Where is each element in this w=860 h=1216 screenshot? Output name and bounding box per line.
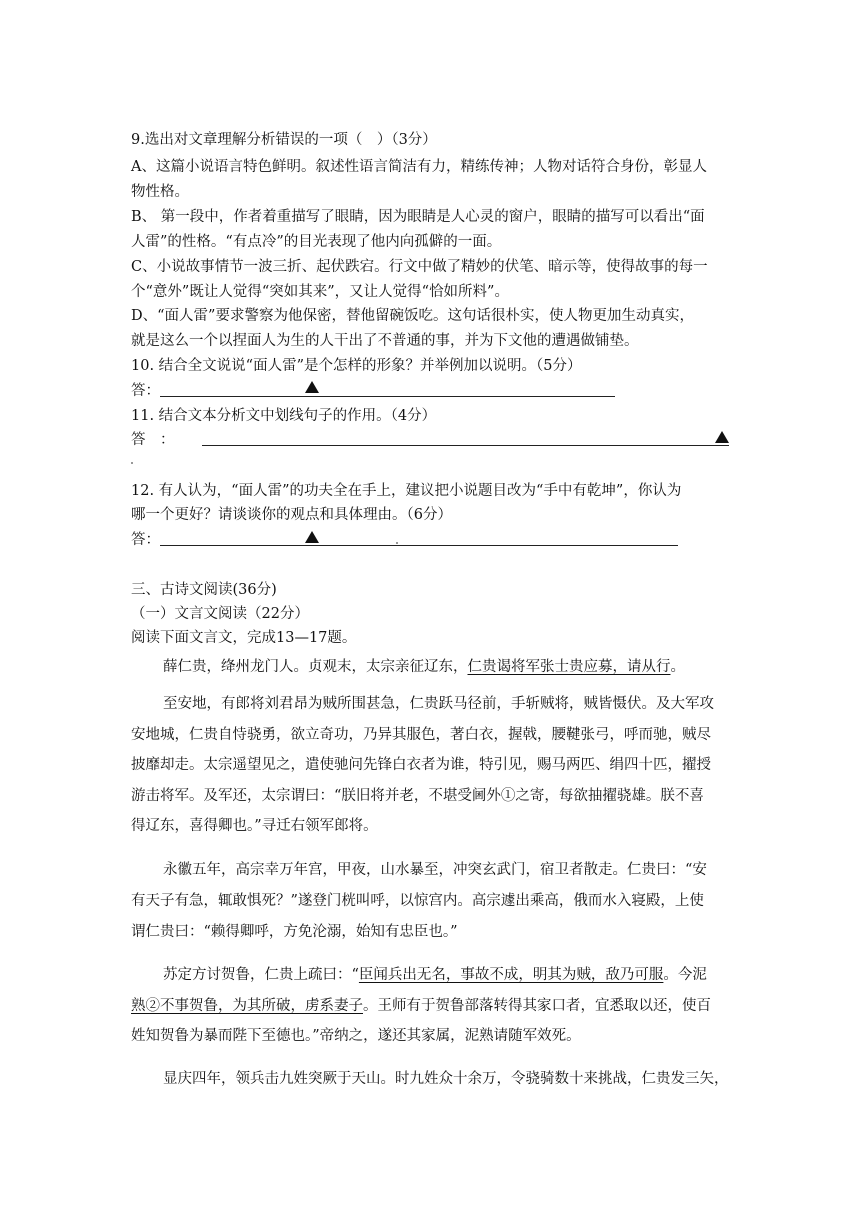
- underlined-sentence: 仁贵谒将军张士贵应募，请从行: [467, 659, 671, 675]
- triangle-marker-icon: [305, 381, 319, 393]
- passage-paragraph-1: [163, 657, 685, 677]
- passage-p2-line4: 游击将军。及军还，太宗谓曰：“朕旧将并老，不堪受阃外①之寄，每欲抽擢骁雄。朕不喜: [131, 788, 704, 804]
- underlined-sentence: 臣闻兵出无名，事故不成，明其为贼，敌乃可服: [358, 967, 664, 983]
- q11-answer-label: 答 ：: [131, 432, 175, 448]
- q10-answer-label: 答：: [131, 383, 160, 399]
- q9-stem: 9.选出对文章理解分析错误的一项（ ）（3分）: [131, 132, 437, 148]
- q9-option-d-line1: D、“面人雷”要求警察为他保密，替他留碗饭吃。这句话很朴实，使人物更加生动真实，: [131, 308, 694, 324]
- passage-p5-line1: 显庆四年，领兵击九姓突厥于天山。时九姓众十余万，令骁骑数十来挑战，仁贵发三矢，: [163, 1071, 729, 1087]
- underlined-sentence: 熟②不事贺鲁，为其所破，虏系妻子: [131, 998, 363, 1014]
- q9-option-d-line2: 就是这么一个以捏面人为生的人干出了不普通的事，并为下文他的遭遇做铺垫。: [131, 333, 639, 349]
- q12-answer-label: 答：: [131, 532, 160, 548]
- q9-option-a-line1: A、这篇小说语言特色鲜明。叙述性语言简洁有力，精练传神；人物对话符合身份，彰显人: [131, 159, 707, 175]
- q11-answer-line[interactable]: [202, 445, 729, 446]
- passage-p2-line2: 安地城，仁贵自恃骁勇，欲立奇功，乃异其服色，著白衣，握戟，腰鞬张弓，呼而驰，贼尽: [131, 727, 711, 743]
- passage-p2-line1: 至安地，有郎将刘君昂为贼所围甚急，仁贵跃马径前，手斩贼将，贼皆慑伏。及大军攻: [163, 696, 714, 712]
- passage-text: 苏定方讨贺鲁，仁贵上疏曰：“: [163, 967, 359, 983]
- q9-option-b-line2: 人雷”的性格。“有点冷”的目光表现了他内向孤僻的一面。: [131, 234, 502, 250]
- passage-p3-line3: 谓仁贵曰：“赖得卿呼，方免沦溺，始知有忠臣也。”: [131, 924, 458, 940]
- q9-option-c-line2: 个“意外”既让人觉得“突如其来”，又让人觉得“恰如所料”。: [131, 284, 509, 300]
- q10-answer-line[interactable]: [160, 396, 615, 397]
- q9-option-b-line1: B、 第一段中，作者着重描写了眼睛，因为眼睛是人心灵的窗户，眼睛的描写可以看出“面: [131, 209, 705, 225]
- passage-p3-line1: 永徽五年，高宗幸万年宫，甲夜，山水暴至，冲突玄武门，宿卫者散走。仁贵曰：“安: [163, 862, 707, 878]
- section3-heading: 三、古诗文阅读(36分): [131, 582, 277, 598]
- q12-answer-line[interactable]: [160, 545, 678, 546]
- q12-stem-line1: 12. 有人认为，“面人雷”的功夫全在手上，建议把小说题目改为“手中有乾坤”，你认为: [131, 483, 682, 499]
- triangle-marker-icon: [305, 531, 319, 543]
- section3-instruction: 阅读下面文言文，完成13—17题。: [131, 630, 357, 646]
- passage-text: 。: [670, 659, 685, 675]
- section3-subheading: （一）文言文阅读（22分）: [131, 606, 309, 622]
- stray-dot: [131, 462, 133, 464]
- passage-p3-line2: 有天子有急，辄敢惧死？”遂登门桄叫呼，以惊宫内。高宗遽出乘高，俄而水入寝殿，上使: [131, 893, 704, 909]
- passage-p4-line2: [131, 996, 711, 1016]
- q11-stem: 11. 结合文本分析文中划线句子的作用。（4分）: [131, 408, 437, 424]
- passage-text: 薛仁贵，绛州龙门人。贞观末，太宗亲征辽东，: [163, 659, 468, 675]
- q9-option-c-line1: C、小说故事情节一波三折、起伏跌宕。行文中做了精妙的伏笔、暗示等，使得故事的每一: [131, 259, 708, 275]
- passage-p4-line1: [163, 965, 707, 985]
- passage-p2-line3: 披靡却走。太宗遥望见之，遣使驰问先锋白衣者为谁，特引见，赐马两匹、绢四十匹，擢授: [131, 757, 711, 773]
- passage-p2-line5: 得辽东，喜得卿也。”寻迁右领军郎将。: [131, 818, 378, 834]
- triangle-marker-icon: [715, 431, 729, 443]
- q9-option-a-line2: 物性格。: [131, 184, 189, 200]
- passage-text: 。王师有于贺鲁部落转得其家口者，宜悉取以还，使百: [363, 998, 711, 1014]
- stray-dot: [396, 542, 398, 544]
- q12-stem-line2: 哪一个更好？请谈谈你的观点和具体理由。（6分）: [131, 507, 452, 523]
- q10-stem: 10. 结合全文说说“面人雷”是个怎样的形象？并举例加以说明。（5分）: [131, 358, 582, 374]
- passage-p4-line3: 姓知贺鲁为暴而陛下至德也。”帝纳之，遂还其家属，泥熟请随军效死。: [131, 1028, 581, 1044]
- passage-text: 。今泥: [663, 967, 707, 983]
